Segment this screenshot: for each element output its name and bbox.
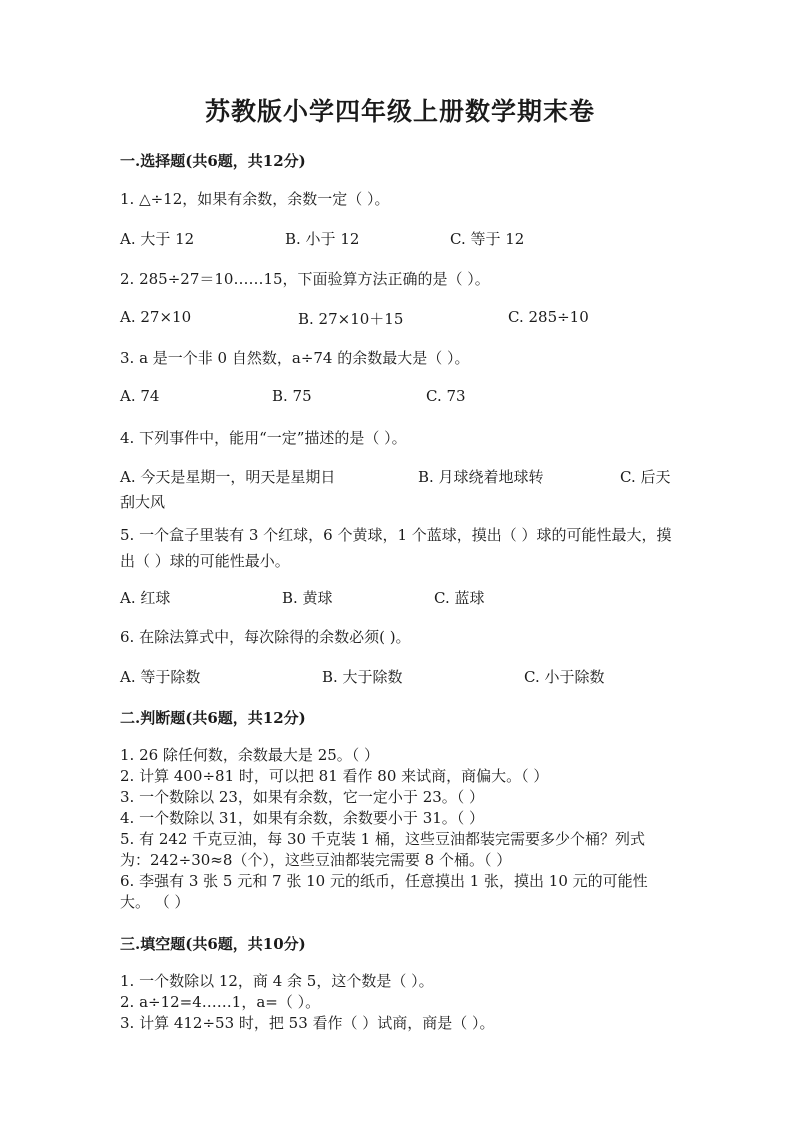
fill-item: 1. 一个数除以 12，商 4 余 5，这个数是（ ）。 [120, 972, 434, 990]
option-c: C. 小于除数 [524, 668, 605, 686]
judge-item-continued: 大。 （ ） [120, 893, 190, 911]
judge-item: 6. 李强有 3 张 5 元和 7 张 10 元的纸币，任意摸出 1 张，摸出 10 元的可能性 [120, 872, 648, 890]
judge-item: 3. 一个数除以 23，如果有余数，它一定小于 23。（ ） [120, 788, 485, 806]
option-a: A. 27×10 [120, 308, 192, 326]
judge-list [120, 745, 690, 913]
option-a: A. 74 [120, 387, 160, 405]
option-c-continued: 刮大风 [120, 493, 166, 511]
options-2 [120, 308, 680, 328]
option-a: A. 等于除数 [120, 668, 201, 686]
section-heading-fill: 三.填空题(共6题，共10分) [120, 935, 306, 953]
option-a: A. 今天是星期一，明天是星期日 [120, 468, 336, 486]
option-b: B. 75 [272, 387, 312, 405]
option-b: B. 月球绕着地球转 [418, 468, 544, 486]
judge-item: 5. 有 242 千克豆油，每 30 千克装 1 桶，这些豆油都装完需要多少个桶？列式 [120, 830, 645, 848]
question-5: 5. 一个盒子里装有 3 个红球，6 个黄球，1 个蓝球，摸出（ ）球的可能性最大，摸出（ ）球的可能性最小。 [120, 526, 672, 570]
judge-item: 2. 计算 400÷81 时，可以把 81 看作 80 来试商，商偏大。（ ） [120, 767, 549, 785]
question-1: 1. △÷12，如果有余数，余数一定（ ）。 [120, 190, 390, 208]
options-3 [120, 387, 680, 407]
question-4: 4. 下列事件中，能用“一定”描述的是（ ）。 [120, 429, 407, 447]
fill-list [120, 971, 690, 1034]
option-b: B. 大于除数 [322, 668, 403, 686]
section-heading-choice: 一.选择题(共6题，共12分) [120, 152, 306, 170]
fill-item: 3. 计算 412÷53 时，把 53 看作（ ）试商，商是（ ）。 [120, 1014, 495, 1032]
option-b: B. 27×10＋15 [298, 310, 404, 328]
option-c: C. 73 [426, 387, 466, 405]
options-1 [120, 228, 680, 248]
question-6: 6. 在除法算式中，每次除得的余数必须( )。 [120, 628, 411, 646]
fill-item: 2. a÷12=4……1，a=（ ）。 [120, 993, 321, 1011]
question-3: 3. a 是一个非 0 自然数，a÷74 的余数最大是（ ）。 [120, 349, 470, 367]
options-6 [120, 666, 680, 686]
option-a: A. 大于 12 [120, 230, 195, 248]
section-heading-judge: 二.判断题(共6题，共12分) [120, 709, 306, 727]
question-2: 2. 285÷27＝10……15，下面验算方法正确的是（ ）。 [120, 270, 490, 288]
judge-item: 1. 26 除任何数，余数最大是 25。（ ） [120, 746, 380, 764]
option-a: A. 红球 [120, 589, 171, 607]
option-b: B. 小于 12 [285, 230, 360, 248]
option-c: C. 等于 12 [450, 230, 525, 248]
judge-item: 4. 一个数除以 31，如果有余数，余数要小于 31。（ ） [120, 809, 485, 827]
judge-item-continued: 为：242÷30≈8（个），这些豆油都装完需要 8 个桶。（ ） [120, 851, 512, 869]
option-b: B. 黄球 [282, 589, 333, 607]
option-c: C. 蓝球 [434, 589, 485, 607]
page-title: 苏教版小学四年级上册数学期末卷 [204, 97, 595, 126]
options-5 [120, 587, 680, 607]
option-c: C. 后天 [620, 468, 671, 486]
option-c: C. 285÷10 [508, 308, 589, 326]
